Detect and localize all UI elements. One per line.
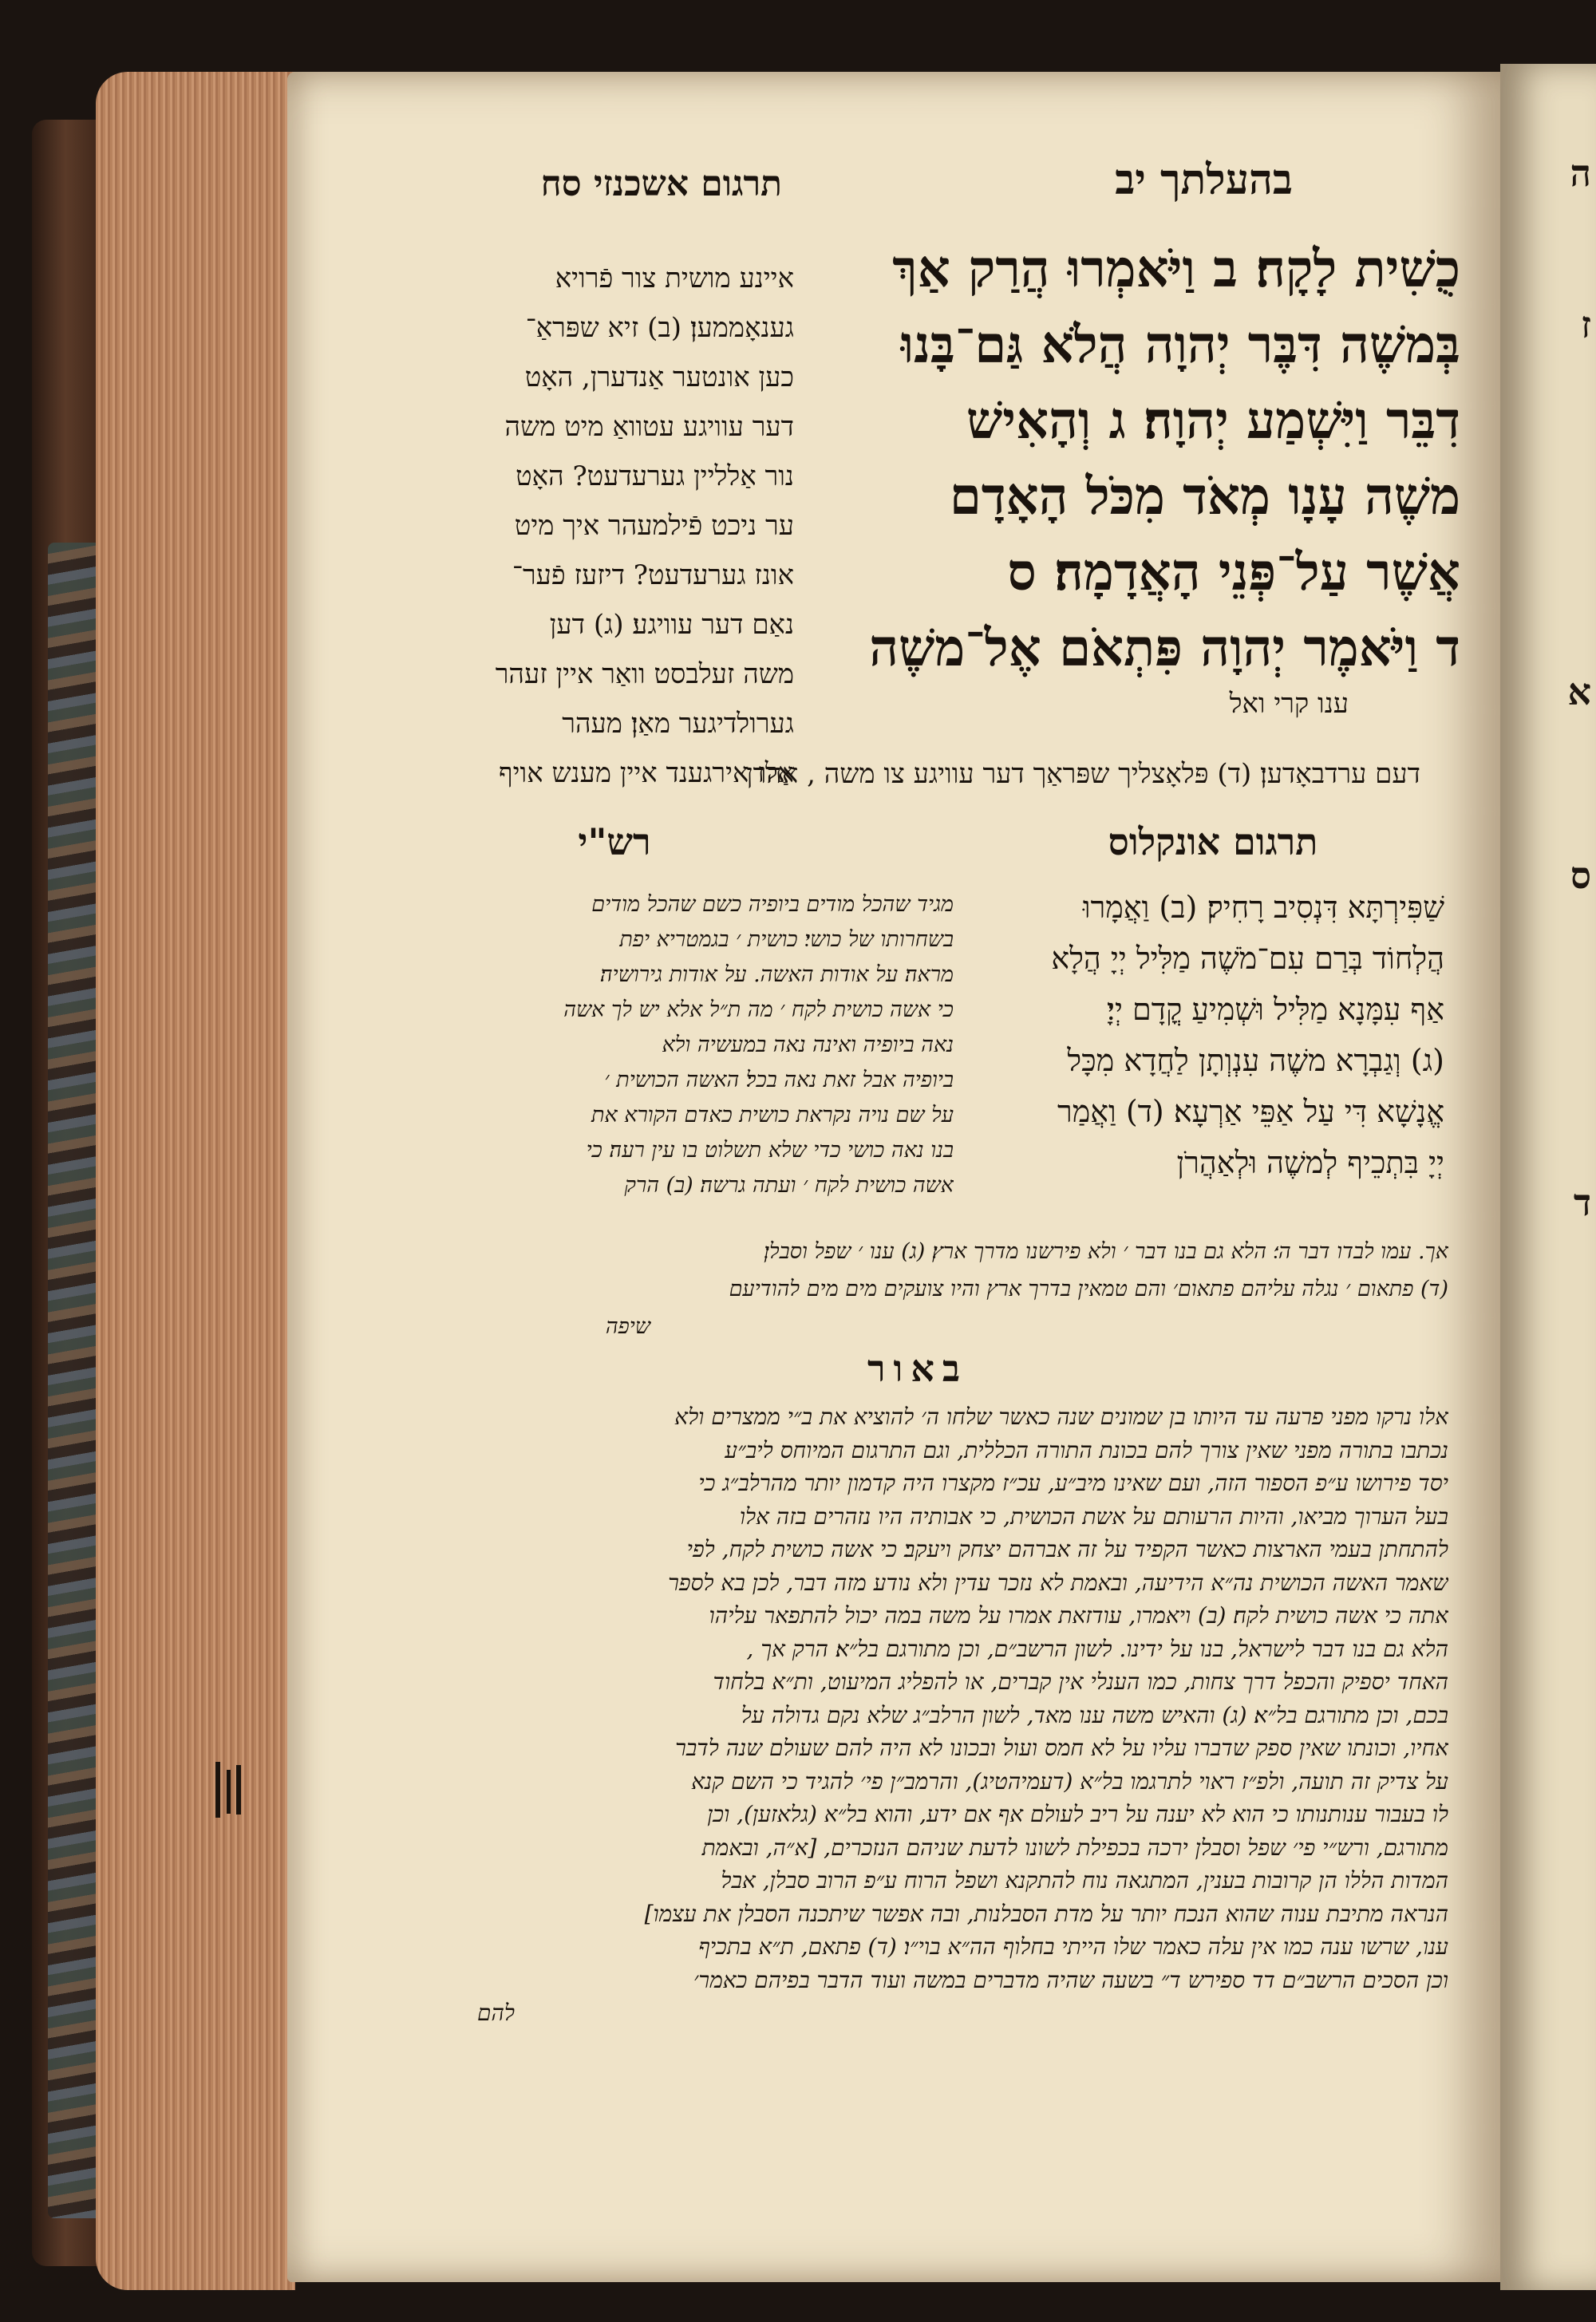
rashi-line: אשה כושית לקח ׳ ועתה גרשה׃ (ב) הרק: [624, 1173, 954, 1198]
biur-line: להם: [477, 2000, 515, 2026]
yiddish-line: דער עוויגע עטוואַ מיט משה: [504, 411, 794, 443]
biur-line: על צדיק זה תועה, ולפ״ז ראוי לתרגמו בל״א (דעמיהטיג), והרמב״ן פי׳ להגיד כי השם קנא: [691, 1767, 1448, 1795]
biur-line: וכן הסכים הרשב״ם דד ספירש ד״ בשעה שהיה מדברים במשה ועוד הדבר בפיהם כאמר׳: [693, 1966, 1448, 1993]
yiddish-line: משה זעלבסט וואַר איין זעהר: [495, 658, 794, 690]
onkelos-line: (ג) וְגַבְרָא משֶׁה עִנְוְתָן לַחֲדָא מִכָּל: [1067, 1043, 1444, 1078]
onkelos-column: [958, 882, 1444, 1188]
biur-title: באור: [867, 1347, 969, 1390]
page-edges: [96, 72, 295, 2290]
yiddish-line: אַלז אירגענד איין מענש אויף: [499, 757, 794, 789]
bible-line: כֻשִׁית לָקָח׃ ב וַיֹּאמְרוּ הֲרַק אַךְ: [892, 239, 1460, 299]
bible-line: בְּמשֶׁה דִּבֶּר יְהוָה הֲלֹא גַּם־בָּנוּ: [900, 315, 1460, 375]
biur-line: נכתבו בתורה מפני שאין צורך להם בכונת התורה הכללית, וגם התרגום המיוחס ליב״ע: [725, 1436, 1448, 1463]
yiddish-line: נור אַלליין גערעדעט? האָט: [516, 460, 794, 492]
rashi-line: על שם נויה נקראת כושית כאדם הקורא את: [591, 1103, 954, 1127]
rashi-continuation: [403, 1233, 1448, 1345]
facing-page: [1500, 64, 1596, 2290]
biur-line: להתחתן בעמי הארצות כאשר הקפיד על זה אברהם יצחק ויעקב׃ כי אשה כושית לקח, לפי: [686, 1536, 1448, 1562]
yiddish-continuation: דעם ערדבאָדען׃ (ד) פּלאָצליך שפּראַך דער עוויגע צו משה , אהרן: [745, 758, 1420, 790]
rashi-line: בנו נאה כושי כדי שלא תשלוט בו עין רעה׃ כי: [586, 1138, 954, 1163]
biur-line: אלו נרקו מפני פרעה עד היותו בן שמונים שנה כאשר שלחו ה׳ להוציא את ב״י ממצרים ולא: [674, 1404, 1448, 1430]
biur-line: יסד פירושו ע״פ הספור הזה, ועם שאינו מיב״ע, עכ״ז מקצרו היה קדמון יותר מהרלב״ג כי: [698, 1470, 1448, 1496]
running-header-parsha: בהעלתך יב: [1115, 156, 1293, 204]
rashi-line: ביופיה אבל זאת נאה בכל׃ האשה הכושית ׳: [604, 1068, 954, 1092]
biur-line: מתורגם, ורש״י פי׳ שפל וסבלן ירכה בכפילת לשונו לדעת שניהם הנזכרים, [א״ה, ובאמת: [701, 1834, 1448, 1861]
biur-block: [403, 1400, 1448, 2030]
rashi-title: רש"י: [578, 820, 651, 863]
biur-line: לו בעבור ענותנותו כי הוא לא יענה על ריב לעולם אף אם ידע, והוא בל״א (גלאזען), וכן: [707, 1801, 1448, 1827]
onkelos-line: אַף עִמָּנָא מַלִּיל וּשְׁמִיעַ קֳדָם יְיָ׃: [1107, 992, 1444, 1027]
yiddish-line: גערולדיגער מאַן׃ מעהר: [562, 708, 794, 740]
bible-text-block: [806, 231, 1460, 721]
biur-line: המדות הללו הן קרובות בענין, המתגאה נוח להתקנא ושפל הרוח ע״פ הרוב סבלן, אבל: [721, 1867, 1448, 1894]
rashi-line: מראה׃ על אודות האשה. על אודות גירושיה׃: [599, 962, 954, 987]
bible-line: משֶׁה עָנָו מְאֹד מִכֹּל הָאָדָם: [949, 467, 1460, 527]
biur-line: שאמר האשה הכושית נה״א הידיעה, ובאמת לא נזכר עדין ולא נודע מזה דבר, לכן בא לספר: [668, 1569, 1448, 1596]
bible-line: אֲשֶׁר עַל־פְּנֵי הָאֲדָמָה׃ ס: [1007, 543, 1460, 602]
rashi-bottom-line: אך. עמו לבדו דבר ה׳׃ הלא גם בנו דבר ׳ ולא פירשנו מדרך ארץ׃ (ג) ענו ׳ שפל וסבלן׃: [764, 1239, 1448, 1264]
biur-line: האחד יספיק והכפל דרך צחות, כמו הענלי אין קברים, או להפליג המיעוט, ות״א בלחוד: [713, 1668, 1448, 1695]
onkelos-line: הֲלְחוֹד בְּרַם עִם־מֹשֶׁה מַלִּיל יְיָ הֲלָא: [1051, 941, 1444, 976]
facing-fragment: ז: [1581, 303, 1591, 346]
biur-line: בכם, וכן מתורגם בל״א׃ (ג) והאיש משה ענו מאד, לשון הרלב״ג שלא נקם גדולה על: [741, 1701, 1448, 1728]
onkelos-line: יְיָ בִּתְכֵיף לְמשֶׁה וּלְאַהֲרֹן: [1176, 1145, 1444, 1180]
facing-fragment: ה: [1570, 152, 1591, 195]
biur-line: הנראה מתיבת ענוה שהוא הנכח יותר על מדת הסבלנות, ובה אפשר שיתכנה הסבלן את עצמו]: [644, 1900, 1448, 1927]
margin-ink-mark: [209, 1762, 257, 1826]
biur-line: ענו, שרשו ענה כמו אין עלה כאמר שלו הייתי בחלוף הה״א בוי״ו׃ (ד) פתאם, ת״א בתכיף: [698, 1933, 1448, 1960]
rashi-line: נאה ביופיה ואינה נאה במעשיה ולא: [662, 1033, 954, 1057]
running-header-translation: תרגום אשכנזי סח: [540, 164, 782, 204]
facing-fragment: ד: [1573, 1181, 1591, 1224]
yiddish-line: איינע מושית צור פֿרויא: [555, 263, 794, 294]
keri-note: ענו קרי ואל: [1229, 688, 1349, 720]
facing-fragment: ס: [1570, 854, 1591, 897]
biur-line: בעל הערוך מביאו, והיות הרעותם על אשת הכושית, כי אבותיה היו נזהרים בזה אלו: [739, 1503, 1448, 1530]
rashi-line: מגיד שהכל מודים ביופיה כשם שהכל מודים: [591, 892, 954, 917]
onkelos-line: אֱנָשָׁא דִּי עַל אַפֵּי אַרְעָא׃ (ד) וַאֲמַר: [1057, 1094, 1444, 1129]
rashi-bottom-line: (ד) פתאום ׳ נגלה עליהם פתאום׳ והם טמאין בדרך ארץ והיו צועקים מים מים להודיעם: [729, 1277, 1448, 1301]
onkelos-line: שַׁפִּירְתָּא דִּנְסִיב רָחִיק׃ (ב) וַאֲמָרוּ: [1082, 890, 1444, 925]
biur-line: אחיו, וכונתו שאין ספק שדברו עליו על לא חמס ועול ובכונו לא היה להם שעולם שנה לדבר: [675, 1735, 1448, 1761]
yiddish-line: כען אונטער אַנדערן, האָט: [524, 361, 794, 393]
yiddish-line: אונז גערעדעט? דיזעז פֿער־: [512, 559, 794, 591]
bible-line: ד וַיֹּאמֶר יְהוָה פִּתְאֹם אֶל־משֶׁה: [869, 618, 1460, 678]
yiddish-line: גענאָממען׃ (ב) זיא שפּראַ־: [525, 312, 794, 344]
rashi-column: [403, 887, 954, 1203]
bible-line: דִבֵּר וַיִּשְׁמַע יְהוָה׃ ג וְהָאִישׁ: [966, 391, 1460, 451]
yiddish-line: נאַם דער עוויגע׃ (ג) דען: [549, 609, 794, 641]
biur-line: הלא גם בנו דבר לישראל, בנו על ידינו. לשון הרשב״ם, וכן מתורגם בל״א׃ הרק אך ,: [746, 1635, 1448, 1662]
onkelos-title: תרגום אונקלוס: [1108, 820, 1318, 863]
rashi-line: בשחרותו של כושי׃ כושית ׳ בגמטריא יפת: [619, 927, 954, 952]
yiddish-column: [403, 254, 794, 798]
biur-line: אתה כי אשה כושית לקח׃ (ב) ויאמרו, עודזאת אמרו על משה במה יכול להתפאר עליהו: [709, 1602, 1448, 1629]
rashi-bottom-line: שיפה: [605, 1314, 650, 1339]
rashi-line: כי אשה כושית לקח ׳ מה ת״ל אלא יש לך אשה: [563, 997, 954, 1022]
facing-fragment: א: [1567, 670, 1591, 713]
yiddish-line: ער ניכט פֿילמעהר איך מיט: [514, 510, 794, 542]
